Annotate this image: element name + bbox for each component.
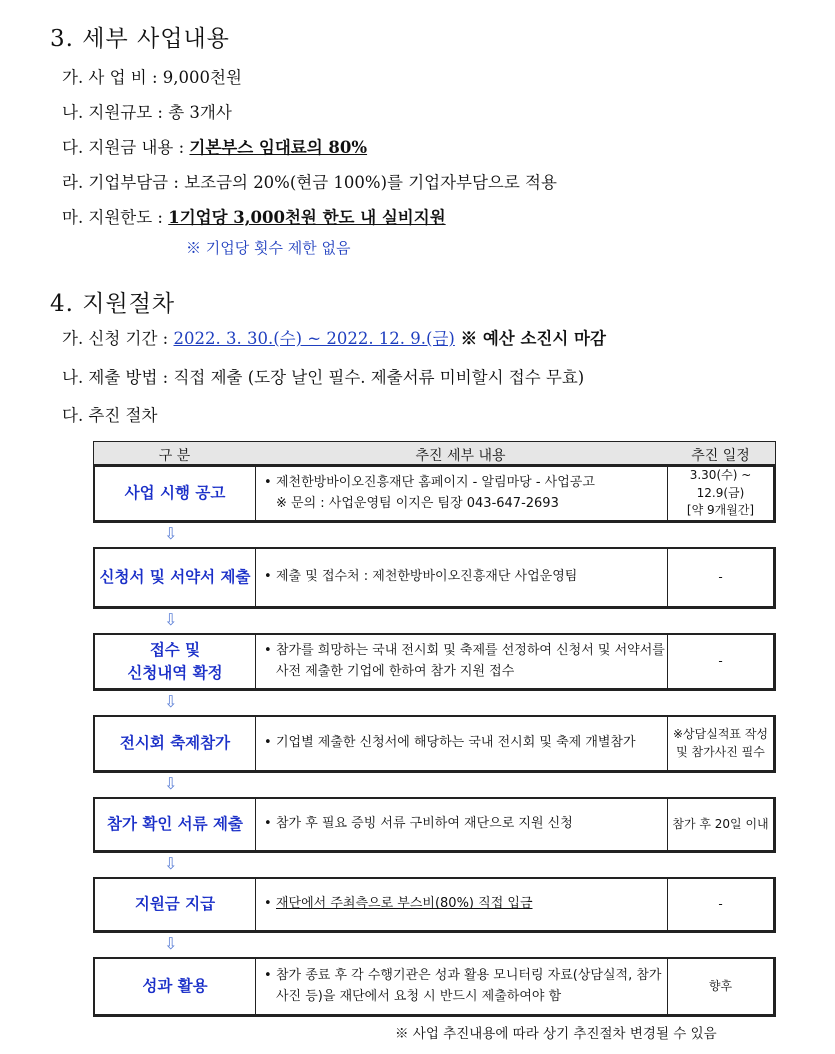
flow-header <box>93 441 776 465</box>
detail-text: 제천한방바이오진흥재단 홈페이지 - 알림마당 - 사업공고 <box>276 475 595 491</box>
section-3-title: 3. 세부 사업내용 <box>50 26 230 52</box>
support-content-label: 다. 지원금 내용 : <box>62 138 190 157</box>
row-title <box>95 549 256 606</box>
detail-text: 참가 종료 후 각 수행기관은 성과 활용 모니터링 자료(상담실적, 참가사진 등)을 재단에서 요청 시 반드시 제출하여야 함 <box>276 968 662 1004</box>
row-title <box>95 467 256 520</box>
row-details <box>256 879 667 930</box>
company-share-label: 라. 기업부담금 : <box>62 173 185 192</box>
bullet: • <box>264 968 272 984</box>
bullet: • <box>264 816 272 832</box>
bullet: • <box>264 569 272 585</box>
schedule-text: - <box>718 569 723 584</box>
detail-text: 참가 후 필요 증빙 서류 구비하여 재단으로 지원 신청 <box>276 816 573 832</box>
row-schedule <box>667 549 773 606</box>
row-title-text: 신청서 및 서약서 제출 <box>99 568 251 587</box>
scale-value: 총 3개사 <box>168 103 232 122</box>
row-schedule <box>667 717 773 770</box>
down-arrow-icon: ⇩ <box>164 524 178 543</box>
detail-text: 제출 및 접수처 : 제천한방바이오진흥재단 사업운영팀 <box>276 569 578 585</box>
flow-row-application <box>93 547 776 609</box>
footer-note: ※ 사업 추진내용에 따라 상기 추진절차 변경될 수 있음 <box>395 1026 717 1042</box>
down-arrow-icon: ⇩ <box>164 934 178 953</box>
budget-value: 9,000천원 <box>162 68 242 87</box>
detail-text: 재단에서 주최측으로 부스비(80%) 직접 입금 <box>276 896 533 912</box>
row-schedule <box>667 635 773 688</box>
schedule-text: 참가 후 20일 이내 <box>672 816 769 831</box>
header-schedule: 추진 일정 <box>691 448 750 464</box>
support-limit-value: 1기업당 3,000천원 한도 내 실비지원 <box>168 208 446 227</box>
schedule-text: - <box>718 653 723 668</box>
budget-line <box>62 64 242 88</box>
schedule-text: ※상담실적표 작성 <box>672 727 768 742</box>
company-share-value: 보조금의 20%(현금 100%)를 기업자부담으로 적용 <box>184 173 557 192</box>
bullet: • <box>264 735 272 751</box>
support-content-value: 기본부스 임대료의 80% <box>189 138 368 157</box>
flow-row-submission <box>93 797 776 853</box>
support-content-line <box>62 134 367 158</box>
scale-label: 나. 지원규모 : <box>62 103 169 122</box>
period-value: 2022. 3. 30.(수) ~ 2022. 12. 9.(금) <box>173 329 455 348</box>
schedule-text: 3.30(수) ~ 12.9(금) <box>689 468 752 500</box>
row-title-text-2: 신청내역 확정 <box>127 663 223 682</box>
down-arrow-icon: ⇩ <box>164 854 178 873</box>
flow-row-utilization <box>93 957 776 1017</box>
header-details: 추진 세부 내용 <box>415 448 506 464</box>
period-note: ※ 예산 소진시 마감 <box>454 329 606 348</box>
down-arrow-icon: ⇩ <box>164 774 178 793</box>
row-title-text: 전시회 축제참가 <box>119 734 231 753</box>
row-schedule <box>667 467 773 520</box>
row-title-text: 성과 활용 <box>142 977 208 996</box>
row-schedule <box>667 799 773 850</box>
bullet: • <box>264 643 272 659</box>
budget-label: 가. 사 업 비 : <box>62 68 163 87</box>
schedule-text-2: [약 9개월간] <box>686 503 755 518</box>
schedule-text: 향후 <box>708 978 733 993</box>
schedule-text-2: 및 참가사진 필수 <box>676 744 765 759</box>
row-schedule <box>667 959 773 1014</box>
bullet: • <box>264 475 272 491</box>
flow-row-announcement <box>93 465 776 523</box>
row-title <box>95 799 256 850</box>
row-details <box>256 799 667 850</box>
row-title <box>95 879 256 930</box>
row-title-text: 참가 확인 서류 제출 <box>107 815 243 834</box>
row-title <box>95 635 256 688</box>
period-label: 가. 신청 기간 : <box>62 329 174 348</box>
limit-note: ※ 기업당 횟수 제한 없음 <box>186 239 351 257</box>
row-title <box>95 717 256 770</box>
row-title <box>95 959 256 1014</box>
bullet: • <box>264 896 272 912</box>
support-limit-label: 마. 지원한도 : <box>62 208 169 227</box>
flow-row-confirmation <box>93 633 776 691</box>
row-schedule <box>667 879 773 930</box>
period-line <box>62 325 606 349</box>
header-category: 구 분 <box>158 448 191 464</box>
detail-text: 기업별 제출한 신청서에 해당하는 국내 전시회 및 축제 개별참가 <box>276 735 636 751</box>
row-details <box>256 717 667 770</box>
row-title-text: 지원금 지급 <box>134 895 216 914</box>
flow-row-participation <box>93 715 776 773</box>
section-4-title: 4. 지원절차 <box>50 291 176 317</box>
row-title-text: 사업 시행 공고 <box>124 484 226 503</box>
support-limit-line <box>62 204 446 228</box>
row-details <box>256 549 667 606</box>
row-details <box>256 959 667 1014</box>
row-details <box>256 467 667 520</box>
scale-line <box>62 99 232 123</box>
procedure-line: 다. 추진 절차 <box>62 406 158 425</box>
row-details <box>256 635 667 688</box>
method-line: 나. 제출 방법 : 직접 제출 (도장 날인 필수. 제출서류 미비할시 접수 무효) <box>62 368 585 387</box>
schedule-text: - <box>718 896 723 911</box>
flow-row-payment <box>93 877 776 933</box>
detail-sub: ※ 문의 : 사업운영팀 이지은 팀장 043-647-2693 <box>276 495 559 511</box>
company-share-line <box>62 169 557 193</box>
down-arrow-icon: ⇩ <box>164 610 178 629</box>
row-title-text: 접수 및 <box>149 641 201 660</box>
detail-text: 참가를 희망하는 국내 전시회 및 축제를 선정하여 신청서 및 서약서를 사전 제출한 기업에 한하여 참가 지원 접수 <box>276 643 665 679</box>
down-arrow-icon: ⇩ <box>164 692 178 711</box>
